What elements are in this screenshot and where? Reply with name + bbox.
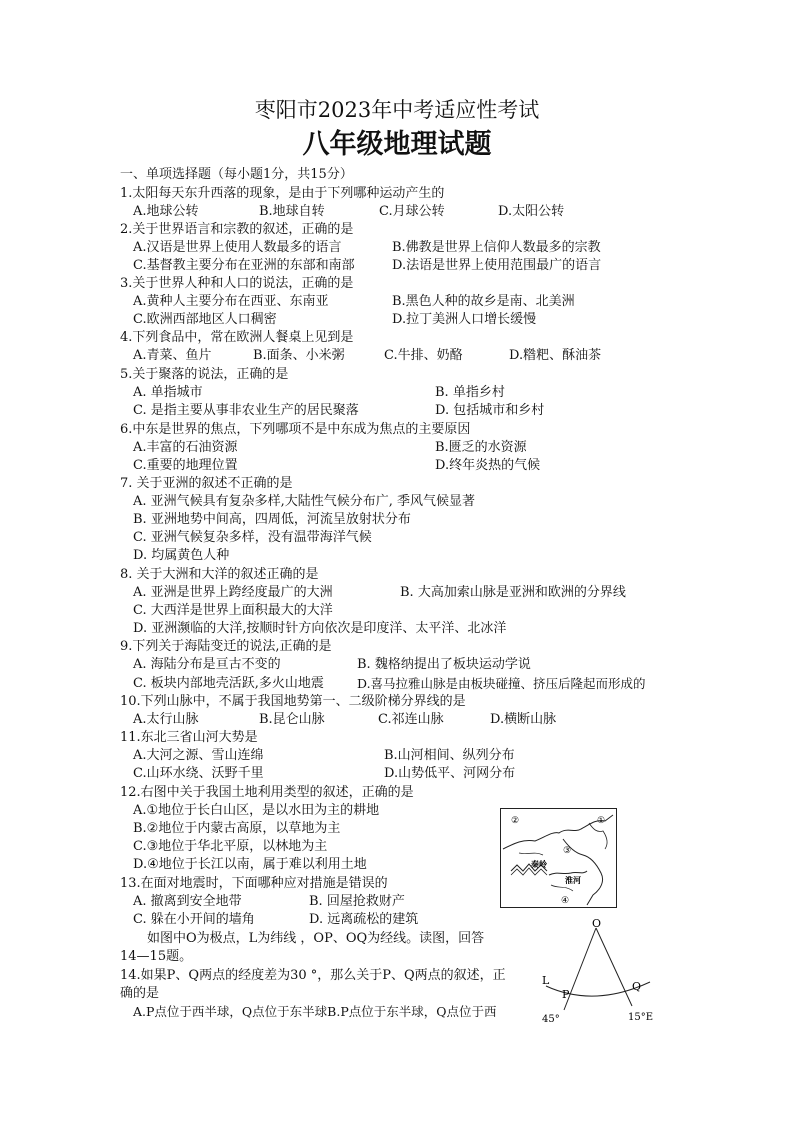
option: D.山势低平、河网分布	[384, 766, 516, 781]
option: B.佛教是世界上信仰人数最多的宗教	[392, 240, 601, 255]
polar-drawing	[528, 918, 668, 1028]
diagram-label-l: L	[542, 974, 550, 987]
option: C.基督教主要分布在亚洲的东部和南部	[133, 258, 355, 273]
question-stem: 2.关于世界语言和宗教的叙述，正确的是	[120, 222, 354, 237]
option: C.重要的地理位置	[133, 458, 238, 473]
option: C.山环水绕、沃野千里	[133, 766, 264, 781]
option: C. 亚洲气候复杂多样，没有温带海洋气候	[133, 530, 372, 545]
question-stem: 8. 关于大洲和大洋的叙述正确的是	[120, 567, 319, 582]
option: A.P点位于西半球，Q点位于东半球B.P点位于东半球，Q点位于西	[133, 1004, 497, 1019]
option: A.丰富的石油资源	[133, 440, 238, 455]
question-stem: 确的是	[120, 986, 160, 1001]
option: B. 回屋抢救财产	[309, 894, 405, 909]
option: C.月球公转	[379, 204, 445, 219]
question-stem: 7. 关于亚洲的叙述不正确的是	[120, 476, 293, 491]
option: B.黑色人种的故乡是南、北美洲	[392, 294, 575, 309]
option: D.横断山脉	[490, 712, 557, 727]
map-label-2: ②	[511, 816, 520, 826]
diagram-label-15e: 15°E	[628, 1012, 654, 1023]
question-stem: 1.太阳每天东升西落的现象，是由于下列哪种运动产生的	[120, 186, 445, 201]
option: A. 海陆分布是亘古不变的	[133, 657, 281, 672]
option: B. 大高加索山脉是亚洲和欧洲的分界线	[400, 585, 626, 600]
option: C. 躲在小开间的墙角	[133, 912, 255, 927]
intro-text: 14—15题。	[120, 949, 193, 964]
option: D. 包括城市和乡村	[435, 403, 545, 418]
option: D.太阳公转	[498, 204, 565, 219]
option: B.地球自转	[259, 204, 325, 219]
option: D.法语是世界上使用范围最广的语言	[392, 258, 602, 273]
question-stem: 10.下列山脉中，不属于我国地势第一、二级阶梯分界线的是	[120, 694, 466, 709]
option: D.拉丁美洲人口增长缓慢	[392, 312, 537, 327]
diagram-label-q: Q	[632, 980, 642, 993]
option: C.祁连山脉	[378, 712, 444, 727]
map-label-3: ③	[563, 846, 572, 856]
option: A. 单指城市	[133, 385, 203, 400]
option: A.大河之源、雪山连绵	[133, 748, 264, 763]
polar-diagram	[528, 918, 668, 1028]
option: A.青菜、鱼片	[133, 348, 212, 363]
question-stem: 5.关于聚落的说法，正确的是	[120, 367, 289, 382]
option: C. 板块内部地壳活跃,多火山地震	[133, 676, 324, 691]
question-stem: 14.如果P、Q两点的经度差为30 °，那么关于P、Q两点的叙述，正	[120, 968, 506, 983]
section-heading: 一、单项选择题（每小题1分，共15分）	[120, 167, 353, 182]
option: A.①地位于长白山区，是以水田为主的耕地	[133, 803, 380, 818]
map-label-huaihe: 淮河	[565, 876, 581, 885]
option: C.牛排、奶酪	[384, 348, 463, 363]
land-use-map	[500, 808, 617, 908]
diagram-label-o: O	[592, 918, 602, 930]
diagram-label-p: P	[562, 988, 570, 1001]
option: D. 远离疏松的建筑	[309, 912, 419, 927]
question-stem: 13.在面对地震时，下面哪种应对措施是错误的	[120, 876, 388, 891]
map-drawing	[501, 809, 616, 907]
question-stem: 12.右图中关于我国土地利用类型的叙述，正确的是	[120, 785, 414, 800]
option: C.③地位于华北平原，以林地为主	[133, 839, 328, 854]
intro-text: 如图中O为极点，L为纬线 ，OP、OQ为经线。读图，回答	[147, 931, 485, 946]
question-stem: 3.关于世界人种和人口的说法，正确的是	[120, 276, 354, 291]
question-stem: 6.中东是世界的焦点，下列哪项不是中东成为焦点的主要原因	[120, 422, 471, 437]
option: D.终年炎热的气候	[435, 458, 541, 473]
question-stem: 4.下列食品中，常在欧洲人餐桌上见到是	[120, 330, 354, 345]
option: B. 亚洲地势中间高，四周低，河流呈放射状分布	[133, 512, 411, 527]
map-label-4: ④	[561, 896, 570, 906]
option: A. 亚洲是世界上跨经度最广的大洲	[133, 585, 333, 600]
option: D. 亚洲濒临的大洋,按顺时针方向依次是印度洋、太平洋、北冰洋	[133, 621, 507, 636]
option: D.④地位于长江以南，属于难以利用土地	[133, 857, 367, 872]
option: C. 是指主要从事非农业生产的居民聚落	[133, 403, 359, 418]
map-label-1: ①	[597, 816, 606, 826]
page-subtitle: 八年级地理试题	[302, 129, 492, 160]
option: A.汉语是世界上使用人数最多的语言	[133, 240, 342, 255]
option: D.喜马拉雅山脉是由板块碰撞、挤压后隆起而形成的	[357, 676, 646, 691]
option: C.欧洲西部地区人口稠密	[133, 312, 277, 327]
option: A. 撤离到安全地带	[133, 894, 242, 909]
page-title: 枣阳市2023年中考适应性考试	[254, 98, 540, 122]
question-stem: 9.下列关于海陆变迁的说法,正确的是	[120, 639, 332, 654]
option: B.匮乏的水资源	[435, 440, 527, 455]
option: B.昆仑山脉	[259, 712, 325, 727]
option: A.地球公转	[133, 204, 199, 219]
option: D.糌粑、酥油茶	[509, 348, 602, 363]
option: B.山河相间、纵列分布	[384, 748, 515, 763]
option: A.太行山脉	[133, 712, 199, 727]
option: A.黄种人主要分布在西亚、东南亚	[133, 294, 329, 309]
option: C. 大西洋是世界上面积最大的大洋	[133, 603, 333, 618]
option: B. 魏格纳提出了板块运动学说	[357, 657, 531, 672]
option: B.②地位于内蒙古高原，以草地为主	[133, 821, 341, 836]
option: D. 均属黄色人种	[133, 548, 230, 563]
option: B. 单指乡村	[435, 385, 505, 400]
map-label-qinling: 秦岭	[531, 860, 547, 869]
question-stem: 11.东北三省山河大势是	[120, 730, 258, 745]
diagram-label-45: 45°	[542, 1014, 560, 1025]
option: A. 亚洲气候具有复杂多样,大陆性气候分布广, 季风气候显著	[133, 494, 476, 509]
option: B.面条、小米粥	[253, 348, 345, 363]
